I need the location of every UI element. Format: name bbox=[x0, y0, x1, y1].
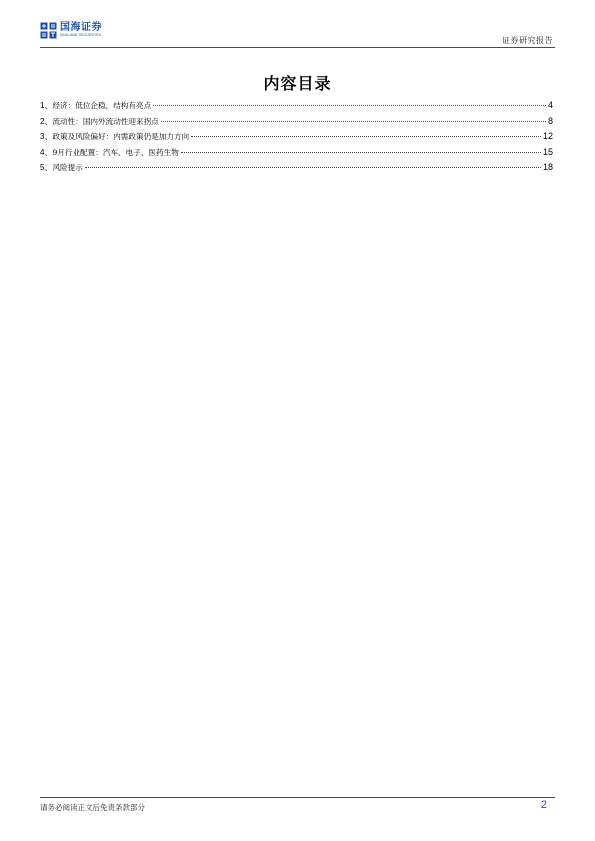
toc-item-number: 5、 bbox=[40, 163, 53, 172]
toc-item-number: 4、 bbox=[40, 147, 53, 157]
toc-leader-dots bbox=[181, 152, 541, 153]
toc-item-label[interactable]: 政策及风险偏好：内需政策仍是加力方向 bbox=[52, 132, 190, 141]
sealand-logo-icon bbox=[40, 22, 57, 39]
toc-item[interactable] bbox=[40, 147, 553, 163]
toc-item-number: 3、 bbox=[40, 132, 53, 141]
page-number: 2 bbox=[540, 799, 547, 811]
toc-list bbox=[40, 100, 553, 178]
toc-title: 内容目录 bbox=[263, 74, 332, 93]
toc-item-number: 1、 bbox=[40, 101, 53, 110]
toc-item-page[interactable]: 18 bbox=[542, 162, 553, 172]
toc-item-label[interactable]: 风险提示 bbox=[52, 163, 83, 172]
toc-item[interactable] bbox=[40, 116, 553, 132]
page-header bbox=[40, 22, 555, 48]
toc-leader-dots bbox=[153, 105, 546, 106]
footer-divider bbox=[40, 797, 555, 798]
toc-item-page[interactable]: 12 bbox=[542, 131, 553, 141]
toc-item-page[interactable]: 8 bbox=[547, 115, 553, 126]
toc-leader-dots bbox=[161, 121, 546, 122]
toc-item[interactable] bbox=[40, 162, 553, 178]
logo-en-text: SEALAND SECURITIES bbox=[60, 33, 102, 38]
logo-cn-text: 国海证券 bbox=[60, 22, 102, 34]
toc-item-number: 2、 bbox=[40, 116, 53, 126]
toc-item[interactable] bbox=[40, 100, 553, 116]
toc-item[interactable] bbox=[40, 131, 553, 147]
footer-disclaimer: 请务必阅读正文后免责条款部分 bbox=[40, 803, 145, 812]
logo-text bbox=[60, 23, 102, 38]
toc-leader-dots bbox=[191, 136, 541, 137]
toc-item-page[interactable]: 15 bbox=[542, 146, 553, 157]
toc-item-label[interactable]: 经济：低位企稳，结构有亮点 bbox=[52, 101, 152, 110]
header-divider bbox=[40, 47, 555, 48]
toc-item-label[interactable]: 流动性：国内外流动性迎来拐点 bbox=[52, 116, 159, 126]
company-logo bbox=[40, 22, 102, 39]
toc-item-page[interactable]: 4 bbox=[547, 100, 553, 110]
toc-item-label[interactable]: 9月行业配置：汽车、电子、医药生物 bbox=[52, 147, 179, 157]
toc-leader-dots bbox=[85, 167, 541, 168]
report-type: 证券研究报告 bbox=[502, 36, 553, 45]
